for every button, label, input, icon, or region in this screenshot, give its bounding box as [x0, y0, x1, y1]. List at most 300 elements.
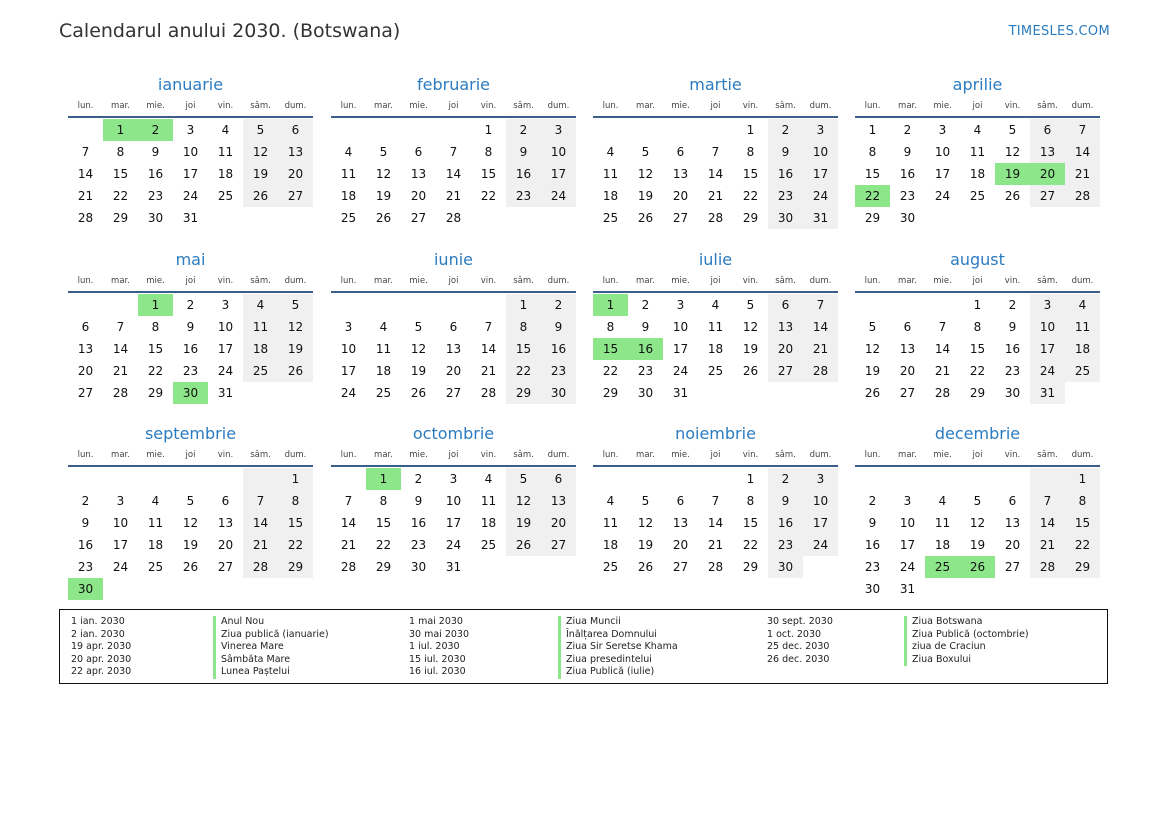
day-cell: 6 [903, 320, 912, 334]
day-cell: 11 [934, 516, 951, 530]
day-cell: 18 [602, 538, 619, 552]
day-cell: 10 [217, 320, 234, 334]
weekday-label: vin. [480, 450, 497, 460]
day-cell: 7 [938, 320, 947, 334]
day-cell: 2 [414, 472, 423, 486]
month-name: ianuarie [157, 75, 224, 94]
day-cell: 13 [410, 167, 427, 181]
weekday-label: vin. [1004, 450, 1021, 460]
weekday-label: dum. [809, 101, 832, 111]
weekday-header [855, 98, 1100, 114]
header-rule [68, 465, 313, 467]
day-cell: 18 [480, 516, 497, 530]
month-block [68, 74, 313, 229]
weekday-label: vin. [742, 276, 759, 286]
day-cell: 30 [410, 560, 427, 574]
day-cell: 8 [506, 316, 541, 338]
day-cell: 11 [480, 494, 497, 508]
header-rule [855, 116, 1100, 118]
day-grid [331, 294, 576, 404]
day-cell: 26 [375, 211, 392, 225]
weekday-label: dum. [1071, 276, 1094, 286]
day-cell: 12 [637, 516, 654, 530]
weekday-label: mie. [671, 276, 690, 286]
empty-cell [855, 294, 890, 316]
day-cell: 4 [344, 145, 353, 159]
day-cell: 18 [340, 189, 357, 203]
weekday-label: mar. [111, 450, 130, 460]
day-cell: 11 [243, 316, 278, 338]
empty-cell [698, 382, 733, 404]
day-cell: 30 [147, 211, 164, 225]
empty-cell [436, 119, 471, 141]
empty-cell [103, 294, 138, 316]
day-cell: 21 [77, 189, 94, 203]
weekday-label: mar. [636, 450, 655, 460]
day-cell: 19 [410, 364, 427, 378]
day-grid [68, 119, 313, 229]
legend-holiday-name: Anul Nou [213, 616, 329, 629]
day-cell: 11 [969, 145, 986, 159]
day-cell: 28 [707, 211, 724, 225]
day-cell: 27 [1004, 560, 1021, 574]
empty-cell [173, 468, 208, 490]
day-cell: 3 [116, 494, 125, 508]
weekday-label: mie. [933, 276, 952, 286]
day-cell: 8 [868, 145, 877, 159]
weekday-label: dum. [547, 101, 570, 111]
legend-date: 25 dec. 2030 [767, 641, 830, 652]
day-cell: 20 [278, 163, 313, 185]
day-cell: 13 [541, 490, 576, 512]
weekday-label: joi [972, 101, 983, 111]
day-cell: 3 [803, 468, 838, 490]
day-grid [855, 119, 1100, 229]
day-cell: 28 [112, 386, 129, 400]
day-cell: 19 [637, 189, 654, 203]
empty-cell [1065, 382, 1100, 404]
legend-holiday-name: Ziua Publică (octombrie) [904, 629, 1029, 642]
day-cell: 31 [803, 207, 838, 229]
weekday-label: mar. [111, 101, 130, 111]
day-cell: 10 [445, 494, 462, 508]
empty-cell [331, 468, 366, 490]
day-cell: 17 [340, 364, 357, 378]
empty-cell [890, 468, 925, 490]
day-cell: 3 [1030, 294, 1065, 316]
legend-holiday-name: Sâmbăta Mare [213, 654, 329, 667]
weekday-label: mar. [636, 276, 655, 286]
day-cell: 3 [344, 320, 353, 334]
day-cell: 14 [707, 167, 724, 181]
weekday-label: lun. [864, 450, 881, 460]
page-title: Calendarul anului 2030. (Botswana) [59, 20, 401, 42]
empty-cell [471, 294, 506, 316]
day-cell: 15 [742, 167, 759, 181]
day-cell: 21 [112, 364, 129, 378]
day-cell: 22 [375, 538, 392, 552]
day-cell: 9 [151, 145, 160, 159]
day-cell: 30 [68, 578, 103, 600]
day-cell: 8 [116, 145, 125, 159]
weekday-label: sâm. [513, 101, 534, 111]
day-cell: 5 [1008, 123, 1017, 137]
day-cell: 4 [379, 320, 388, 334]
day-cell: 14 [77, 167, 94, 181]
empty-cell [331, 294, 366, 316]
day-cell: 30 [899, 211, 916, 225]
day-cell: 15 [1065, 512, 1100, 534]
weekday-label: lun. [77, 101, 94, 111]
day-cell: 31 [1030, 382, 1065, 404]
day-cell: 19 [182, 538, 199, 552]
weekday-label: dum. [547, 450, 570, 460]
weekday-label: vin. [217, 450, 234, 460]
legend-holiday-name: Ziua Boxului [904, 654, 1029, 667]
day-cell: 2 [81, 494, 90, 508]
empty-cell [103, 468, 138, 490]
day-cell: 25 [925, 556, 960, 578]
month-name: august [950, 250, 1005, 269]
empty-cell [68, 294, 103, 316]
day-cell: 22 [742, 189, 759, 203]
empty-cell [208, 207, 243, 229]
day-cell: 1 [103, 119, 138, 141]
day-grid [68, 294, 313, 404]
day-cell: 2 [768, 119, 803, 141]
day-cell: 5 [379, 145, 388, 159]
day-cell: 5 [278, 294, 313, 316]
day-cell: 26 [742, 364, 759, 378]
day-cell: 13 [445, 342, 462, 356]
day-grid [593, 119, 838, 229]
day-cell: 17 [445, 516, 462, 530]
weekday-label: sâm. [1037, 276, 1058, 286]
day-cell: 17 [899, 538, 916, 552]
day-cell: 10 [541, 141, 576, 163]
day-cell: 12 [375, 167, 392, 181]
day-cell: 25 [969, 189, 986, 203]
empty-cell [68, 468, 103, 490]
empty-cell [960, 578, 995, 600]
legend-dates-col-2 [409, 616, 469, 679]
day-cell: 3 [938, 123, 947, 137]
weekday-label: mie. [409, 450, 428, 460]
empty-cell [925, 578, 960, 600]
day-cell: 12 [243, 141, 278, 163]
day-cell: 11 [602, 167, 619, 181]
month-block [68, 249, 313, 404]
day-cell: 5 [414, 320, 423, 334]
legend-date: 1 ian. 2030 [71, 616, 125, 627]
empty-cell [628, 468, 663, 490]
day-cell: 19 [742, 342, 759, 356]
weekday-label: sâm. [775, 276, 796, 286]
day-cell: 12 [742, 320, 759, 334]
empty-cell [366, 119, 401, 141]
day-cell: 17 [934, 167, 951, 181]
day-cell: 17 [182, 167, 199, 181]
empty-cell [243, 578, 278, 600]
empty-cell [925, 207, 960, 229]
empty-cell [733, 382, 768, 404]
month-name: octombrie [412, 424, 495, 443]
day-cell: 25 [217, 189, 234, 203]
month-name: iunie [433, 250, 473, 269]
day-cell: 12 [969, 516, 986, 530]
day-cell: 26 [960, 556, 995, 578]
day-cell: 5 [746, 298, 755, 312]
day-cell: 14 [445, 167, 462, 181]
day-cell: 15 [506, 338, 541, 360]
day-cell: 22 [278, 534, 313, 556]
weekday-header [593, 447, 838, 463]
day-cell: 27 [410, 211, 427, 225]
day-cell: 25 [147, 560, 164, 574]
day-cell: 23 [864, 560, 881, 574]
weekday-label: joi [448, 101, 459, 111]
day-cell: 13 [77, 342, 94, 356]
empty-cell [925, 468, 960, 490]
day-cell: 1 [593, 294, 628, 316]
brand-link[interactable]: TIMESLES.COM [1008, 24, 1110, 39]
day-cell: 25 [1065, 360, 1100, 382]
day-cell: 22 [480, 189, 497, 203]
day-cell: 1 [278, 468, 313, 490]
weekday-label: mie. [933, 101, 952, 111]
empty-cell [243, 382, 278, 404]
day-cell: 4 [711, 298, 720, 312]
weekday-header [68, 273, 313, 289]
day-cell: 2 [768, 468, 803, 490]
weekday-label: lun. [864, 276, 881, 286]
weekday-header [593, 98, 838, 114]
header-rule [331, 465, 576, 467]
empty-cell [925, 294, 960, 316]
weekday-label: mie. [146, 101, 165, 111]
legend-date: 20 apr. 2030 [71, 653, 132, 665]
day-cell: 18 [707, 342, 724, 356]
weekday-label: vin. [480, 101, 497, 111]
empty-cell [436, 294, 471, 316]
day-cell: 7 [484, 320, 493, 334]
day-cell: 28 [77, 211, 94, 225]
day-cell: 11 [375, 342, 392, 356]
weekday-label: lun. [602, 450, 619, 460]
day-cell: 20 [541, 512, 576, 534]
day-cell: 26 [278, 360, 313, 382]
empty-cell [173, 578, 208, 600]
weekday-label: mar. [374, 450, 393, 460]
day-cell: 21 [243, 534, 278, 556]
day-cell: 26 [182, 560, 199, 574]
weekday-label: joi [972, 276, 983, 286]
day-cell: 17 [541, 163, 576, 185]
day-cell: 12 [864, 342, 881, 356]
empty-cell [855, 468, 890, 490]
day-cell: 3 [676, 298, 685, 312]
day-cell: 15 [112, 167, 129, 181]
day-cell: 24 [934, 189, 951, 203]
day-cell: 18 [602, 189, 619, 203]
day-cell: 26 [637, 560, 654, 574]
day-cell: 29 [506, 382, 541, 404]
day-cell: 2 [641, 298, 650, 312]
weekday-label: lun. [864, 101, 881, 111]
day-cell: 24 [672, 364, 689, 378]
day-cell: 20 [217, 538, 234, 552]
day-cell: 7 [344, 494, 353, 508]
day-cell: 7 [81, 145, 90, 159]
weekday-header [331, 273, 576, 289]
day-cell: 16 [541, 338, 576, 360]
empty-cell [243, 468, 278, 490]
day-cell: 10 [899, 516, 916, 530]
day-cell: 29 [1065, 556, 1100, 578]
empty-cell [593, 119, 628, 141]
day-cell: 21 [480, 364, 497, 378]
day-cell: 20 [899, 364, 916, 378]
day-cell: 4 [606, 494, 615, 508]
day-cell: 11 [217, 145, 234, 159]
day-cell: 4 [606, 145, 615, 159]
day-cell: 24 [1030, 360, 1065, 382]
day-cell: 14 [243, 512, 278, 534]
day-cell: 19 [969, 538, 986, 552]
day-cell: 5 [868, 320, 877, 334]
day-cell: 25 [243, 360, 278, 382]
day-cell: 2 [1008, 298, 1017, 312]
empty-cell [995, 207, 1030, 229]
weekday-label: joi [972, 450, 983, 460]
empty-cell [803, 382, 838, 404]
day-cell: 27 [541, 534, 576, 556]
month-block [331, 423, 576, 578]
weekday-label: lun. [602, 276, 619, 286]
day-cell: 28 [243, 556, 278, 578]
empty-cell [698, 119, 733, 141]
day-cell: 7 [711, 494, 720, 508]
day-cell: 18 [934, 538, 951, 552]
weekday-label: mie. [671, 450, 690, 460]
day-cell: 29 [742, 560, 759, 574]
day-grid [593, 294, 838, 404]
legend-holiday-name: Ziua publică (ianuarie) [213, 629, 329, 642]
legend-holiday-name: Ziua Publică (iulie) [558, 666, 678, 679]
day-cell: 26 [637, 211, 654, 225]
month-block [331, 74, 576, 229]
day-cell: 19 [375, 189, 392, 203]
day-cell: 14 [1065, 141, 1100, 163]
day-cell: 7 [803, 294, 838, 316]
weekday-label: sâm. [1037, 450, 1058, 460]
legend-names-col-3 [904, 616, 1029, 666]
day-cell: 6 [768, 294, 803, 316]
day-cell: 3 [186, 123, 195, 137]
month-block [593, 423, 838, 578]
day-cell: 31 [217, 386, 234, 400]
weekday-label: dum. [284, 450, 307, 460]
day-cell: 13 [1004, 516, 1021, 530]
empty-cell [768, 382, 803, 404]
legend-date: 16 iul. 2030 [409, 666, 466, 677]
day-cell: 7 [449, 145, 458, 159]
day-cell: 7 [1065, 119, 1100, 141]
day-cell: 24 [803, 185, 838, 207]
legend-date: 15 iul. 2030 [409, 653, 466, 665]
day-grid [331, 119, 576, 229]
weekday-label: lun. [340, 450, 357, 460]
day-cell: 16 [77, 538, 94, 552]
day-cell: 13 [278, 141, 313, 163]
day-cell: 4 [973, 123, 982, 137]
weekday-label: dum. [809, 276, 832, 286]
day-cell: 9 [641, 320, 650, 334]
day-cell: 10 [672, 320, 689, 334]
day-cell: 9 [506, 141, 541, 163]
day-cell: 27 [672, 211, 689, 225]
header-rule [593, 116, 838, 118]
day-cell: 23 [768, 185, 803, 207]
day-cell: 30 [864, 582, 881, 596]
day-cell: 21 [445, 189, 462, 203]
day-cell: 15 [969, 342, 986, 356]
legend-date: 19 apr. 2030 [71, 641, 132, 652]
empty-cell [401, 294, 436, 316]
day-cell: 27 [217, 560, 234, 574]
weekday-label: lun. [340, 101, 357, 111]
empty-cell [663, 468, 698, 490]
day-cell: 15 [480, 167, 497, 181]
day-cell: 8 [379, 494, 388, 508]
day-cell: 22 [855, 185, 890, 207]
legend-date: 30 mai 2030 [409, 628, 470, 640]
day-cell: 12 [637, 167, 654, 181]
day-cell: 27 [1030, 185, 1065, 207]
legend-date: 1 iul. 2030 [409, 641, 460, 652]
empty-cell [541, 207, 576, 229]
weekday-label: joi [185, 450, 196, 460]
day-cell: 7 [711, 145, 720, 159]
day-cell: 16 [410, 516, 427, 530]
day-cell: 23 [637, 364, 654, 378]
legend-holiday-name: Ziua Muncii [558, 616, 678, 629]
weekday-label: joi [448, 450, 459, 460]
month-block [855, 74, 1100, 229]
day-grid [331, 468, 576, 578]
weekday-label: mar. [898, 101, 917, 111]
day-cell: 1 [973, 298, 982, 312]
day-cell: 20 [1004, 538, 1021, 552]
day-cell: 25 [340, 211, 357, 225]
day-cell: 17 [1030, 338, 1065, 360]
empty-cell [890, 294, 925, 316]
day-cell: 3 [803, 119, 838, 141]
day-cell: 9 [768, 490, 803, 512]
day-cell: 1 [366, 468, 401, 490]
day-cell: 21 [803, 338, 838, 360]
day-grid [593, 468, 838, 578]
weekday-label: vin. [480, 276, 497, 286]
day-cell: 7 [243, 490, 278, 512]
day-cell: 29 [278, 556, 313, 578]
day-cell: 15 [864, 167, 881, 181]
day-cell: 22 [969, 364, 986, 378]
day-cell: 31 [182, 211, 199, 225]
day-cell: 17 [803, 512, 838, 534]
day-cell: 30 [173, 382, 208, 404]
day-cell: 30 [541, 382, 576, 404]
